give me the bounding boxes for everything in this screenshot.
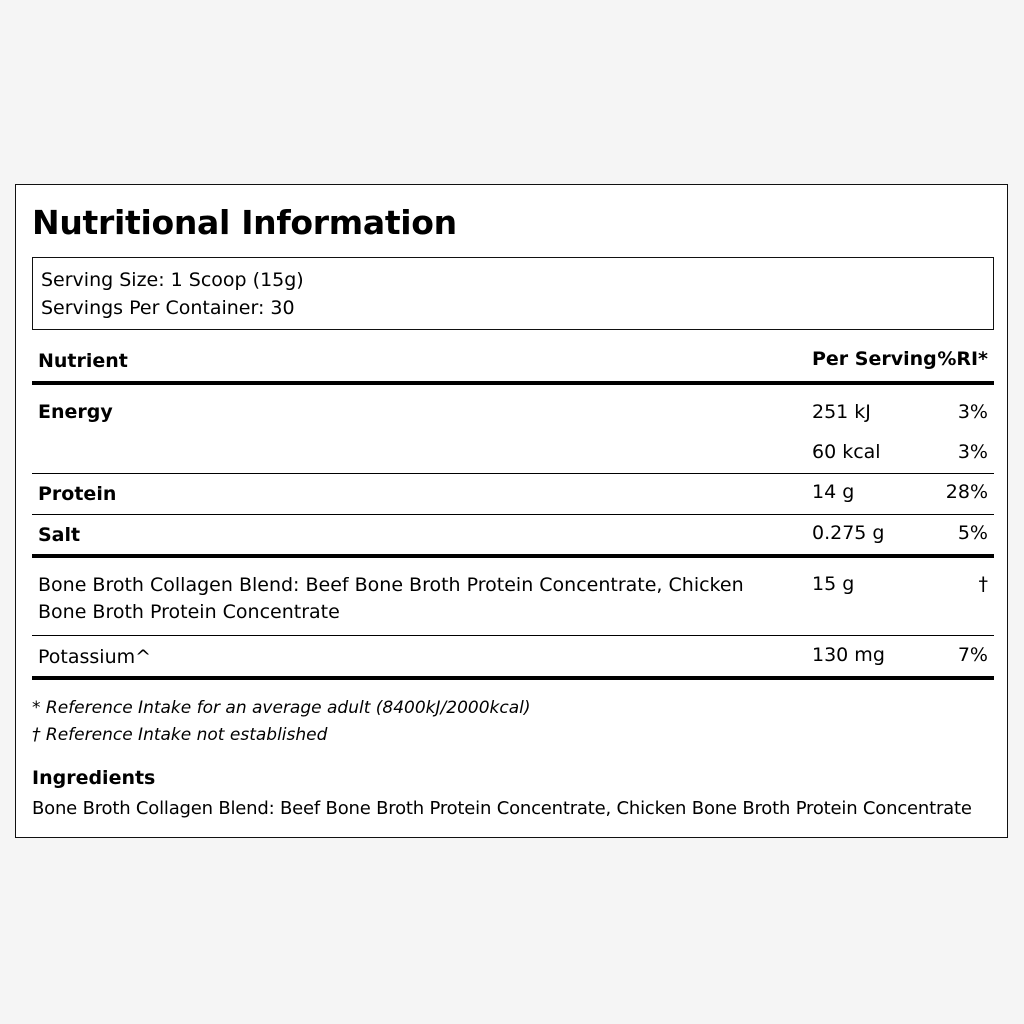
table-header-row [32, 345, 994, 385]
energy-kj-value: 251 kJ [812, 401, 871, 423]
header-per-serving: Per Serving [812, 348, 937, 370]
table-row-potassium [32, 636, 994, 680]
header-nutrient: Nutrient [38, 350, 128, 372]
table-row-salt [32, 515, 994, 558]
footnotes [32, 695, 531, 749]
nutrient-value: 130 mg [812, 644, 885, 666]
table-row-collagen-blend [32, 558, 994, 636]
page-title: Nutritional Information [32, 203, 457, 242]
ingredients-heading: Ingredients [32, 767, 156, 789]
header-ri: %RI* [937, 348, 988, 370]
ingredients-text: Bone Broth Collagen Blend: Beef Bone Broth Protein Concentrate, Chicken Bone Broth Protein Concentrate [32, 798, 972, 819]
table-row-protein [32, 474, 994, 515]
nutrient-ri: 28% [945, 481, 988, 503]
energy-kj-ri: 3% [957, 401, 988, 423]
table-row-energy [32, 385, 994, 474]
energy-kcal-value: 60 kcal [812, 441, 881, 463]
nutrition-panel [15, 184, 1008, 838]
nutrient-ri: † [978, 573, 988, 595]
nutrient-value: 15 g [812, 573, 855, 595]
nutrient-name: Salt [38, 524, 81, 546]
serving-size: Serving Size: 1 Scoop (15g) [41, 269, 304, 291]
nutrition-table [32, 345, 994, 680]
dagger-footnote: † Reference Intake not established [32, 725, 328, 745]
nutrient-value: 0.275 g [812, 522, 885, 544]
energy-kcal-ri: 3% [957, 441, 988, 463]
nutrient-name: Bone Broth Collagen Blend: Beef Bone Broth Protein Concentrate, Chicken Bone Broth Protein Concentrate [38, 574, 744, 623]
nutrient-value: 14 g [812, 481, 855, 503]
nutrient-name: Potassium^ [38, 646, 152, 668]
nutrient-name: Protein [38, 483, 117, 505]
ri-footnote: * Reference Intake for an average adult (8400kJ/2000kcal) [32, 698, 531, 718]
servings-per-container: Servings Per Container: 30 [41, 297, 295, 319]
nutrient-ri: 7% [957, 644, 988, 666]
nutrient-name: Energy [38, 401, 113, 423]
nutrient-ri: 5% [957, 522, 988, 544]
serving-info-box [32, 257, 994, 330]
